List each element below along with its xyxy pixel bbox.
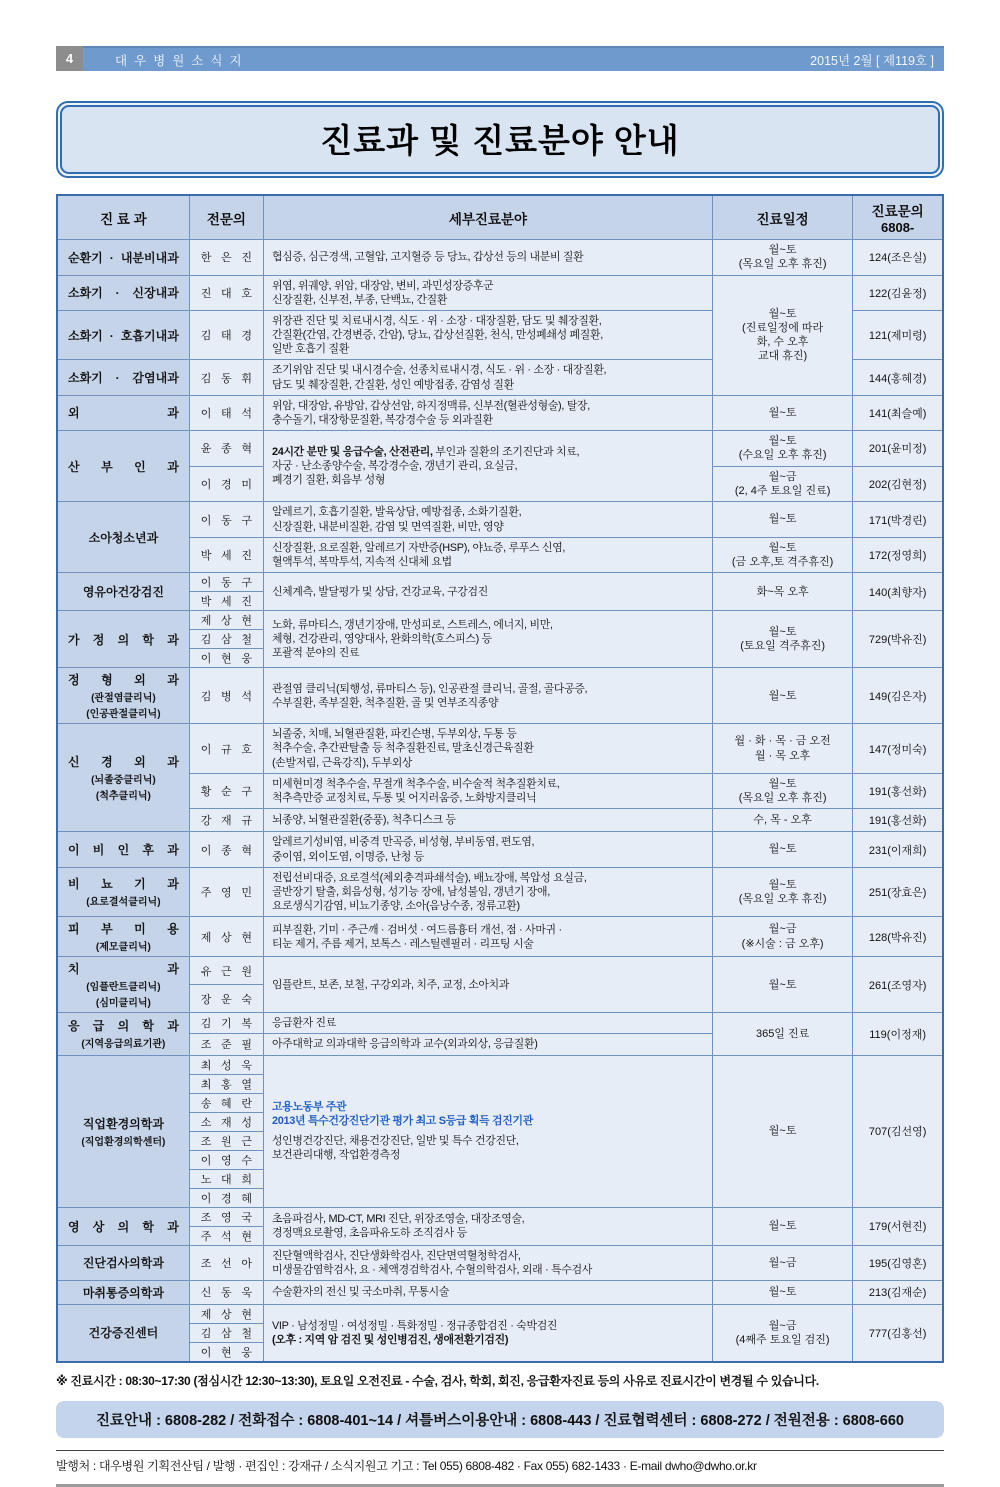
col-header-detail: 세부진료분야 <box>263 195 712 240</box>
schedule-cell: 월~토 (목요일 오후 휴진) <box>712 867 852 917</box>
table-row <box>57 275 943 310</box>
table-row <box>57 867 943 917</box>
doctor-cell: 강 재 규 <box>189 809 263 832</box>
doctor-cell: 윤 종 혁 <box>189 431 263 467</box>
top-bar <box>56 46 944 71</box>
doctor-cell: 이 경 혜 <box>189 1188 263 1207</box>
schedule-cell: 월~토 (수요일 오후 휴진) <box>712 431 852 467</box>
doctor-cell: 주 영 민 <box>189 867 263 917</box>
doctor-cell: 유 근 원 <box>189 957 263 985</box>
schedule-cell: 월~토 (토요일 격주휴진) <box>712 611 852 668</box>
schedule-cell: 수, 목 - 오후 <box>712 809 852 832</box>
doctor-cell: 김 태 경 <box>189 310 263 360</box>
table-row <box>57 431 943 467</box>
contact-cell: 202(김현정) <box>853 466 943 502</box>
contact-cell: 729(박유진) <box>853 611 943 668</box>
schedule-cell: 월~토 (목요일 오후 휴진) <box>712 240 852 276</box>
doctor-cell: 제 상 현 <box>189 917 263 957</box>
doctor-cell: 황 순 구 <box>189 773 263 809</box>
issue-label: 2015년 2월 [ 제119호 ] <box>810 53 934 68</box>
detail-cell: 노화, 류마티스, 갱년기장애, 만성피로, 스트레스, 에너지, 비만, 체형, 건강관리, 영양대사, 완화의학(호스피스) 등 포괄적 분야의 진료 <box>263 611 712 668</box>
detail-cell: 응급환자 진료 <box>263 1013 712 1034</box>
schedule-cell: 월~토 <box>712 1055 852 1207</box>
detail-cell: 고용노동부 주관 2013년 특수건강진단기관 평가 최고 S등급 획득 검진기관 성인병건강진단, 채용건강진단, 일반 및 특수 건강진단, 보건관리대행, 작업환경측정 <box>263 1055 712 1207</box>
table-row <box>57 1207 943 1226</box>
detail-cell: 위염, 위궤양, 위암, 대장암, 변비, 과민성장증후군 신장질환, 신부전, 부종, 단백뇨, 간질환 <box>263 275 712 310</box>
doctor-cell: 박 세 진 <box>189 592 263 611</box>
doctor-cell: 이 동 구 <box>189 502 263 537</box>
detail-cell: 초음파검사, MD-CT, MRI 진단, 위장조영술, 대장조영술, 경정맥요로촬영, 초음파유도하 조직검사 등 <box>263 1207 712 1245</box>
schedule-cell: 월~토 (진료일정에 따라 화, 수 오후 교대 휴진) <box>712 275 852 395</box>
dept-cell: 소화기 · 신장내과 <box>57 275 189 310</box>
col-header-contact <box>853 195 943 240</box>
contact-cell: 124(조은실) <box>853 240 943 276</box>
masthead-bar <box>83 46 944 71</box>
table-row <box>57 809 943 832</box>
col-header-contact-line1: 진료문의 <box>871 204 924 219</box>
page-title-panel <box>56 101 944 178</box>
contact-cell: 119(이정재) <box>853 1013 943 1055</box>
dept-cell: 산 부 인 과 <box>57 431 189 502</box>
contact-cell: 128(박유진) <box>853 917 943 957</box>
col-header-doctor: 전문의 <box>189 195 263 240</box>
dept-cell: 소화기 · 감염내과 <box>57 360 189 395</box>
detail-cell: 수술환자의 전신 및 국소마취, 무통시술 <box>263 1280 712 1304</box>
page-title: 진료과 및 진료분야 안내 <box>320 122 680 159</box>
contact-cell: 261(조영자) <box>853 957 943 1013</box>
table-header-row <box>57 195 943 240</box>
doctor-cell: 이 경 미 <box>189 466 263 502</box>
doctor-cell: 이 현 웅 <box>189 1342 263 1362</box>
schedule-cell: 월~토 (목요일 오후 휴진) <box>712 773 852 809</box>
table-row <box>57 1280 943 1304</box>
detail-cell: 조기위암 진단 및 내시경수술, 선종치료내시경, 식도 · 위 · 소장 · 대장질환, 담도 및 췌장질환, 간질환, 성인 예방접종, 감염성 질환 <box>263 360 712 395</box>
table-row <box>57 917 943 957</box>
doctor-cell: 최 성 욱 <box>189 1055 263 1074</box>
dept-cell: 비 뇨 기 과 (요로결석클리닉) <box>57 867 189 917</box>
contact-cell: 777(김홍선) <box>853 1304 943 1362</box>
dept-cell: 정 형 외 과 (관절염클리닉) (인공관절클리닉) <box>57 668 189 724</box>
page-title-panel-inner <box>60 105 940 174</box>
detail-cell: 위암, 대장암, 유방암, 갑상선암, 하지정맥류, 신부전(혈관성형술), 탈장, 충수돌기, 대장항문질환, 복강경수술 등 외과질환 <box>263 395 712 430</box>
detail-cell: 아주대학교 의과대학 응급의학과 교수(외과외상, 응급질환) <box>263 1034 712 1055</box>
doctor-cell: 조 원 근 <box>189 1131 263 1150</box>
doctor-cell: 이 규 호 <box>189 724 263 774</box>
schedule-cell: 월~토 <box>712 957 852 1013</box>
contact-cell: 179(서현진) <box>853 1207 943 1245</box>
dept-cell: 치 과 (임플란트클리닉) (심미클리닉) <box>57 957 189 1013</box>
clinic-hours-note: ※ 진료시간 : 08:30~17:30 (점심시간 12:30~13:30), 토요일 오전진료 - 수술, 검사, 학회, 회진, 응급환자진료 등의 사유로 진료시간이 변경될 수 있습니다. <box>56 1373 819 1388</box>
doctor-cell: 박 세 진 <box>189 537 263 573</box>
dept-cell: 건강증진센터 <box>57 1304 189 1362</box>
detail-cell: 위장관 진단 및 치료내시경, 식도 · 위 · 소장 · 대장질환, 담도 및 췌장질환, 간질환(간염, 간경변증, 간암), 당뇨, 갑상선질환, 천식, 만성폐쇄성 폐질환, 일반 호흡기 질환 <box>263 310 712 360</box>
dept-cell: 진단검사의학과 <box>57 1245 189 1280</box>
dept-cell: 직업환경의학과 (직업환경의학센터) <box>57 1055 189 1207</box>
dept-cell: 신 경 외 과 (뇌졸중클리닉) (척추클리닉) <box>57 724 189 832</box>
phone-directory-band: 진료안내 : 6808-282 / 전화접수 : 6808-401~14 / 셔틀버스이용안내 : 6808-443 / 진료협력센터 : 6808-272 / 전원전용 : 6808-660 <box>56 1401 944 1438</box>
contact-cell: 144(홍혜경) <box>853 360 943 395</box>
dept-cell: 영유아건강검진 <box>57 573 189 611</box>
contact-cell: 191(홍선화) <box>853 809 943 832</box>
doctor-cell: 김 삼 철 <box>189 1323 263 1342</box>
dept-cell: 가 정 의 학 과 <box>57 611 189 668</box>
table-row <box>57 1013 943 1034</box>
contact-cell: 251(장효은) <box>853 867 943 917</box>
detail-cell: 뇌종양, 뇌혈관질환(중풍), 척추디스크 등 <box>263 809 712 832</box>
detail-cell: 신장질환, 요로질환, 알레르기 자반증(HSP), 야뇨증, 루푸스 신염, 혈액투석, 복막투석, 지속적 신대체 요법 <box>263 537 712 573</box>
table-row <box>57 502 943 537</box>
detail-cell: 알레르기, 호흡기질환, 발육상담, 예방접종, 소화기질환, 신장질환, 내분비질환, 감염 및 면역질환, 비만, 영양 <box>263 502 712 537</box>
page-number: 4 <box>56 46 83 71</box>
detail-cell: 전립선비대증, 요로결석(체외충격파쇄석술), 배뇨장애, 복압성 요실금, 골반장기 탈출, 회음성형, 성기능 장애, 남성불임, 갱년기 장애, 요로생식기감염, 비뇨기종양, 소아(음낭수종, 정류고환) <box>263 867 712 917</box>
table-row <box>57 240 943 276</box>
contact-cell: 195(김영혼) <box>853 1245 943 1280</box>
schedule-cell: 월~토 <box>712 1207 852 1245</box>
doctor-cell: 제 상 현 <box>189 611 263 630</box>
contact-cell: 121(제미령) <box>853 310 943 360</box>
schedule-cell: 월~금 <box>712 1245 852 1280</box>
contact-cell: 707(김선영) <box>853 1055 943 1207</box>
dept-cell: 피 부 미 용 (제모클리닉) <box>57 917 189 957</box>
contact-cell: 147(정미숙) <box>853 724 943 774</box>
detail-cell: 피부질환, 기미 · 주근깨 · 검버섯 · 여드름흉터 개선, 점 · 사마귀 · 티눈 제거, 주름 제거, 보톡스 · 레스틸렌필러 · 리프팅 시술 <box>263 917 712 957</box>
doctor-cell: 이 동 구 <box>189 573 263 592</box>
table-row <box>57 957 943 985</box>
detail-cell: 뇌졸중, 치매, 뇌혈관질환, 파킨슨병, 두부외상, 두통 등 척추수술, 추간판탈출 등 척추질환진료, 말초신경근육질환 (손발저림, 근육강직), 두부외상 <box>263 724 712 774</box>
dept-cell: 소화기 · 호흡기내과 <box>57 310 189 360</box>
schedule-cell: 월~토 <box>712 395 852 430</box>
schedule-cell: 월~금 (2, 4주 토요일 진료) <box>712 466 852 502</box>
doctor-cell: 김 동 휘 <box>189 360 263 395</box>
doctor-cell: 김 병 석 <box>189 668 263 724</box>
detail-cell: 알레르기성비염, 비중격 만곡증, 비성형, 부비동염, 편도염, 중이염, 외이도염, 이명증, 난청 등 <box>263 832 712 867</box>
doctor-cell: 김 삼 철 <box>189 630 263 649</box>
table-row <box>57 1245 943 1280</box>
detail-cell: VIP · 남성정밀 · 여성정밀 · 특화정밀 · 정규종합검진 · 숙박검진 (오후 : 지역 암 검진 및 성인병검진, 생애전환기검진) <box>263 1304 712 1362</box>
dept-cell: 마취통증의학과 <box>57 1280 189 1304</box>
doctor-cell: 한 은 진 <box>189 240 263 276</box>
table-row <box>57 832 943 867</box>
contact-cell: 122(김윤정) <box>853 275 943 310</box>
detail-cell: 24시간 분만 및 응급수술, 산전관리, 부인과 질환의 조기진단과 치료, 자궁 · 난소종양수술, 복강경수술, 갱년기 관리, 요실금, 폐경기 질환, 회음부 성형 <box>263 431 712 502</box>
doctor-cell: 이 종 혁 <box>189 832 263 867</box>
schedule-cell: 월 · 화 · 목 · 금 오전 월 · 목 오후 <box>712 724 852 774</box>
doctor-cell: 신 동 욱 <box>189 1280 263 1304</box>
contact-cell: 140(최향자) <box>853 573 943 611</box>
newsletter-title: 대우병원소식지 <box>115 53 249 68</box>
schedule-cell: 월~금 (4째주 토요일 검진) <box>712 1304 852 1362</box>
dept-cell: 소아청소년과 <box>57 502 189 573</box>
schedule-cell: 월~토 <box>712 832 852 867</box>
table-row <box>57 668 943 724</box>
contact-cell: 172(정영희) <box>853 537 943 573</box>
detail-cell: 임플란트, 보존, 보철, 구강외과, 치주, 교정, 소아치과 <box>263 957 712 1013</box>
doctor-cell: 이 현 웅 <box>189 649 263 668</box>
doctor-cell: 조 준 필 <box>189 1034 263 1055</box>
table-row <box>57 1055 943 1074</box>
dept-cell: 응 급 의 학 과 (지역응급의료기관) <box>57 1013 189 1055</box>
dept-cell: 순환기 · 내분비내과 <box>57 240 189 276</box>
detail-cell: 진단혈액학검사, 진단생화학검사, 진단면역혈청학검사, 미생물감염학검사, 요 · 체액경검학검사, 수혈의학검사, 외래 · 특수검사 <box>263 1245 712 1280</box>
doctor-cell: 이 태 석 <box>189 395 263 430</box>
doctor-cell: 소 재 성 <box>189 1112 263 1131</box>
col-header-contact-line2: 6808- <box>881 220 915 235</box>
doctor-cell: 노 대 희 <box>189 1169 263 1188</box>
detail-cell: 관절염 클리닉(퇴행성, 류마티스 등), 인공관절 클리닉, 골절, 골다공증, 수부질환, 족부질환, 척추질환, 골 및 연부조직종양 <box>263 668 712 724</box>
dept-cell: 외 과 <box>57 395 189 430</box>
schedule-cell: 월~토 (금 오후,토 격주휴진) <box>712 537 852 573</box>
dept-cell: 영 상 의 학 과 <box>57 1207 189 1245</box>
doctor-cell: 장 운 숙 <box>189 985 263 1013</box>
contact-cell: 213(김재순) <box>853 1280 943 1304</box>
schedule-cell: 월~토 <box>712 502 852 537</box>
detail-cell: 신체계측, 발달평가 및 상담, 건강교육, 구강검진 <box>263 573 712 611</box>
table-row <box>57 1304 943 1323</box>
publisher-line: 발행처 : 대우병원 기획전산팀 / 발행 · 편집인 : 강재규 / 소식지원고 기고 : Tel 055) 6808-482 · Fax 055) 682-1433 · E-mail dwho@dwho.or.kr <box>56 1450 944 1487</box>
detail-cell: 협심증, 심근경색, 고혈압, 고지혈증 등 당뇨, 갑상선 등의 내분비 질환 <box>263 240 712 276</box>
doctor-cell: 제 상 현 <box>189 1304 263 1323</box>
schedule-cell: 화~목 오후 <box>712 573 852 611</box>
doctor-cell: 송 혜 란 <box>189 1093 263 1112</box>
doctor-cell: 주 석 현 <box>189 1226 263 1245</box>
schedule-cell: 365일 진료 <box>712 1013 852 1055</box>
doctor-cell: 조 선 아 <box>189 1245 263 1280</box>
departments-table <box>56 194 944 1363</box>
doctor-cell: 조 영 국 <box>189 1207 263 1226</box>
dept-cell: 이 비 인 후 과 <box>57 832 189 867</box>
table-row <box>57 773 943 809</box>
table-row <box>57 395 943 430</box>
table-row <box>57 611 943 630</box>
table-row <box>57 537 943 573</box>
table-row <box>57 573 943 592</box>
schedule-cell: 월~토 <box>712 1280 852 1304</box>
contact-cell: 201(윤미정) <box>853 431 943 467</box>
doctor-cell: 최 홍 열 <box>189 1074 263 1093</box>
col-header-schedule: 진료일정 <box>712 195 852 240</box>
doctor-cell: 김 기 복 <box>189 1013 263 1034</box>
contact-cell: 149(김은자) <box>853 668 943 724</box>
contact-cell: 141(최슬예) <box>853 395 943 430</box>
detail-cell: 미세현미경 척추수술, 무절개 척추수술, 비수술적 척추질환치료, 척추측만증 교정치료, 두통 및 어지러움증, 노화방지클리닉 <box>263 773 712 809</box>
table-row <box>57 724 943 774</box>
doctor-cell: 진 대 호 <box>189 275 263 310</box>
doctor-cell: 이 영 수 <box>189 1150 263 1169</box>
contact-cell: 171(박경린) <box>853 502 943 537</box>
schedule-cell: 월~토 <box>712 668 852 724</box>
contact-cell: 191(홍선화) <box>853 773 943 809</box>
schedule-cell: 월~금 (※시술 : 금 오후) <box>712 917 852 957</box>
col-header-dept: 진 료 과 <box>57 195 189 240</box>
newsletter-page <box>56 46 944 1487</box>
contact-cell: 231(이재희) <box>853 832 943 867</box>
